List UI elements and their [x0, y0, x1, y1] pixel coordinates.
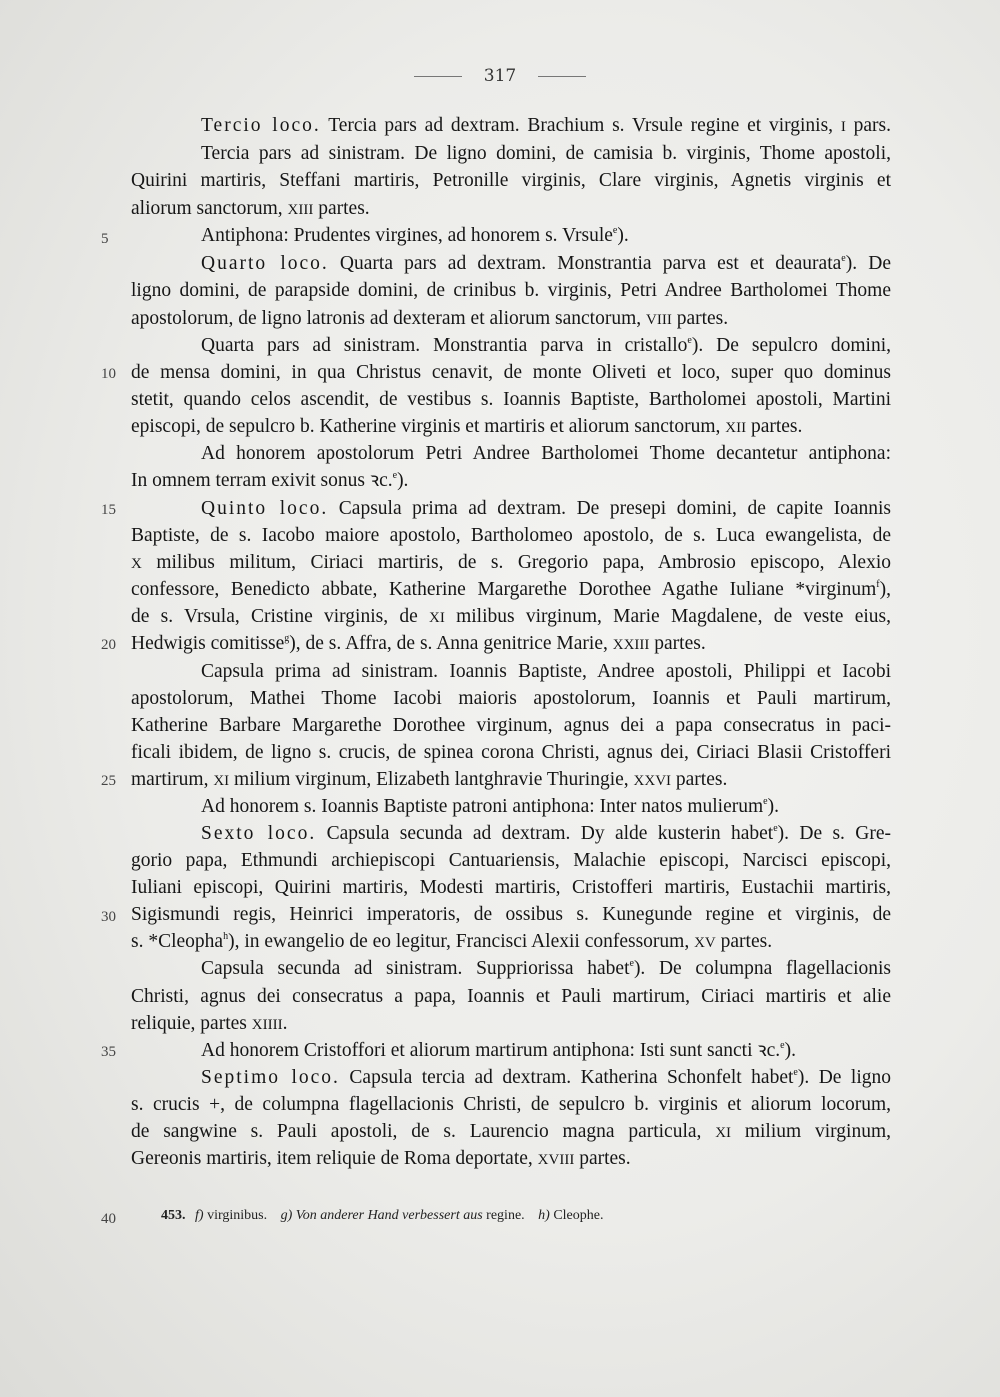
text-line: Antiphona: Prudentes virgines, ad honorem s. Vrsule$^e$).: [201, 225, 629, 246]
text-line: Katherine Barbare Margarethe Dorothee virginum, agnus dei a papa consecratus in paci-: [131, 715, 891, 736]
text-line: confessore, Benedicto abbate, Katherine Margarethe Dorothee Agathe Iuliane *virginum$^f$),: [131, 579, 891, 600]
text-line: aliorum sanctorum, XIII partes.: [131, 198, 370, 219]
text-line: apostolorum, de ligno latronis ad dexteram et aliorum sanctorum, VIII partes.: [131, 308, 729, 329]
text-line: Capsula prima ad sinistram. Ioannis Baptiste, Andree apostoli, Philippi et Iacobi: [201, 661, 891, 682]
section-heading: Septimo loco.: [201, 1067, 340, 1088]
text-line: Septimo loco. Capsula tercia ad dextram. Katherina Schonfelt habet$^e$). De ligno: [201, 1067, 892, 1088]
text-line: Sexto loco. Capsula secunda ad dextram. Dy alde kusterin habet$^e$). De s. Gre-: [201, 823, 891, 844]
section-heading: Sexto loco.: [201, 823, 317, 844]
text-line: X milibus militum, Ciriaci martiris, de s. Gregorio papa, Ambrosio episcopo, Alexio: [131, 552, 891, 573]
text-line: Capsula secunda ad sinistram. Suppriorissa habet$^e$). De columpna flagellacionis: [201, 958, 891, 979]
text-line: Baptiste, de s. Iacobo maiore apostolo, Bartholomeo apostolo, de s. Luca ewangelista, de: [131, 525, 891, 546]
line-number-10: 10: [101, 366, 116, 382]
text-line: reliquie, partes XIIII.: [131, 1013, 288, 1034]
text-line: stetit, quando celos ascendit, de vestibus s. Ioannis Baptiste, Bartholomei apostoli, Martini: [131, 389, 891, 410]
line-number-40: 40: [101, 1211, 116, 1227]
footnote-h-mark: h): [538, 1208, 550, 1223]
section-heading: Quarto loco.: [201, 253, 329, 274]
text-line: Quinto loco. Capsula prima ad dextram. De presepi domini, de capite Ioannis: [201, 498, 891, 519]
footnotes: [161, 1208, 613, 1224]
line-number-35: 35: [101, 1044, 116, 1060]
page-number: 317: [483, 66, 517, 86]
text-line: gorio papa, Ethmundi archiepiscopi Cantuariensis, Malachie episcopi, Narcisci episcopi,: [131, 850, 891, 871]
footnote-g: Von anderer Hand verbessert aus: [292, 1208, 483, 1223]
line-number-15: 15: [101, 502, 116, 518]
footnote-f-mark: f): [195, 1208, 204, 1223]
text-line: de sangwine s. Pauli apostoli, de s. Laurencio magna particula, XI milium virginum,: [131, 1121, 892, 1142]
text-line: de mensa domini, in qua Christus cenavit, de monte Oliveti et loco, super quo dominus: [131, 362, 891, 383]
header-rule-left: [414, 76, 462, 77]
footnote-f: virginibus.: [203, 1208, 268, 1223]
text-line: Ad honorem s. Ioannis Baptiste patroni antiphona: Inter natos mulierum$^e$).: [201, 796, 779, 817]
text-line: Iuliani episcopi, Quirini martiris, Modesti martiris, Cristofferi martiris, Eustachii martiris,: [131, 877, 891, 898]
text-line: In omnem terram exivit sonus ꝛc.$^e$).: [131, 470, 409, 491]
document-number: 453.: [161, 1208, 186, 1223]
line-number-30: 30: [101, 909, 116, 925]
text-line: s. crucis +, de columpna flagellacionis Christi, de sepulcro b. virginis et aliorum locorum,: [131, 1094, 891, 1115]
text-line: Tercia pars ad sinistram. De ligno domini, de camisia b. virginis, Thome apostoli,: [201, 143, 891, 164]
text-line: de s. Vrsula, Cristine virginis, de XI milibus virginum, Marie Magdalene, de veste eius,: [131, 606, 891, 627]
footnote-g-word: regine.: [482, 1208, 525, 1223]
text-line: Tercio loco. Tercia pars ad dextram. Brachium s. Vrsule regine et virginis, I pars.: [201, 115, 891, 136]
section-heading: Quinto loco.: [201, 498, 329, 519]
line-number-5: 5: [101, 231, 109, 247]
header-rule-right: [538, 76, 586, 77]
text-line: Sigismundi regis, Heinrici imperatoris, de ossibus s. Kunegunde regine et virginis, de: [131, 904, 891, 925]
text-line: episcopi, de sepulcro b. Katherine virginis et martiris et aliorum sanctorum, XII partes.: [131, 416, 803, 437]
footnote-h: Cleophe.: [549, 1208, 604, 1223]
text-line: Quarta pars ad sinistram. Monstrantia parva in cristallo$^e$). De sepulcro domini,: [201, 335, 891, 356]
text-line: Quarto loco. Quarta pars ad dextram. Monstrantia parva est et deaurata$^e$). De: [201, 253, 891, 274]
text-line: Hedwigis comitisse$^g$), de s. Affra, de s. Anna genitrice Marie, XXIII partes.: [131, 633, 706, 654]
text-line: Ad honorem apostolorum Petri Andree Bartholomei Thome decantetur antiphona:: [201, 443, 891, 464]
text-line: ligno domini, de parapside domini, de crinibus b. virginis, Petri Andree Bartholomei Thome: [131, 280, 891, 301]
footnote-g-mark: g): [280, 1208, 293, 1223]
line-number-25: 25: [101, 773, 116, 789]
text-line: apostolorum, Mathei Thome Iacobi maioris apostolorum, Ioannis et Pauli martirum,: [131, 688, 891, 709]
page-header: [0, 66, 1000, 86]
text-line: Christi, agnus dei consecratus a papa, Ioannis et Pauli martirum, Ciriaci martiris et alie: [131, 986, 891, 1007]
text-line: ficali ibidem, de ligno s. crucis, de spinea corona Christi, agnus dei, Ciriaci Blasii Cristofferi: [131, 742, 891, 763]
line-number-20: 20: [101, 637, 116, 653]
text-line: s. *Cleopha$^h$), in ewangelio de eo legitur, Francisci Alexii confessorum, XV partes.: [131, 931, 773, 952]
text-line: martirum, XI milium virginum, Elizabeth lantghravie Thuringie, XXVI partes.: [131, 769, 728, 790]
text-line: Quirini martiris, Steffani martiris, Petronille virginis, Clare virginis, Agnetis virginis et: [131, 170, 891, 191]
text-line: Gereonis martiris, item reliquie de Roma deportate, XVIII partes.: [131, 1148, 631, 1169]
text-line: Ad honorem Cristoffori et aliorum martirum antiphona: Isti sunt sancti ꝛc.$^e$).: [201, 1040, 796, 1061]
section-heading: Tercio loco.: [201, 115, 321, 136]
